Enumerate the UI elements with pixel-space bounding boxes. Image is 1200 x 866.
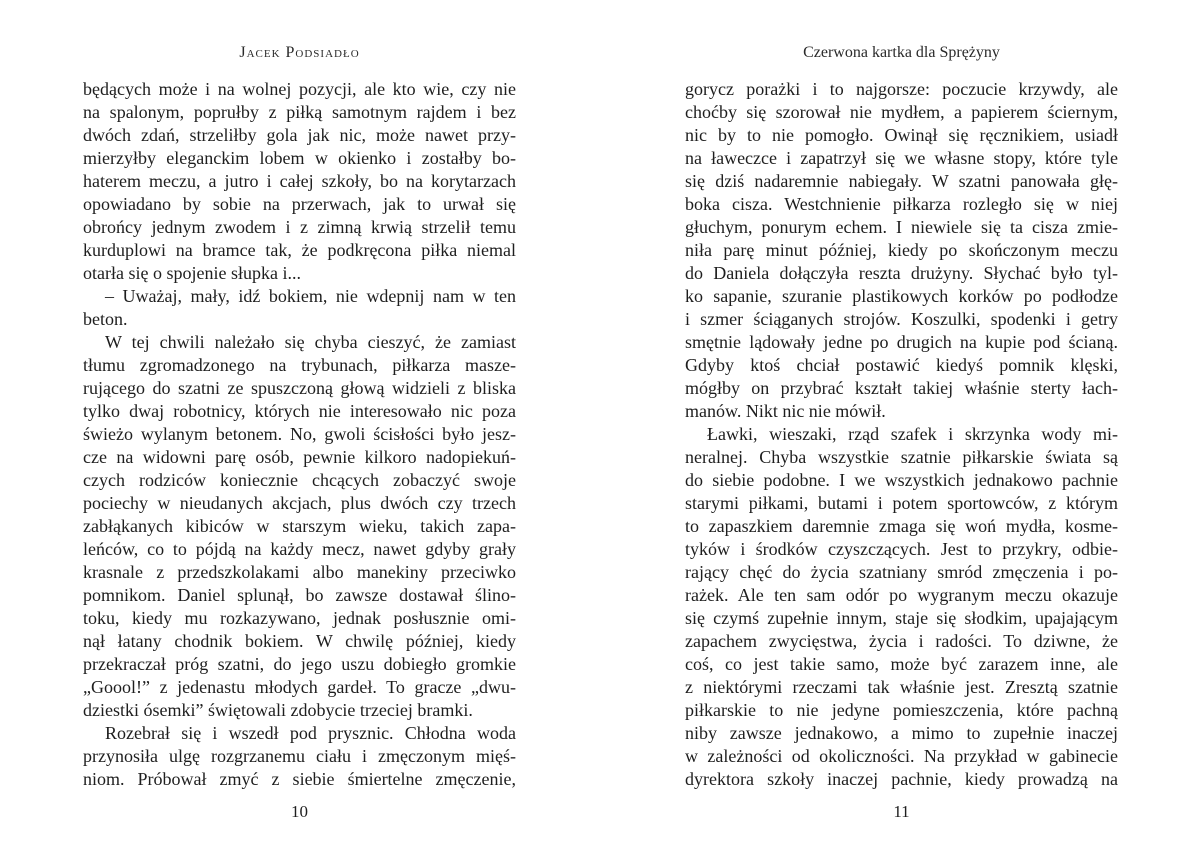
text-line: starymi piłkami, butami i potem sportowców, z którym	[685, 493, 1118, 513]
text-line: ko sapanie, szuranie plastikowych korków po podłodze	[685, 286, 1118, 306]
text-line: coś, co jest takie samo, może być zarazem inne, ale	[685, 654, 1118, 674]
text-line: „Goool!” z jedenastu młodych gardeł. To gracze „dwu-	[83, 677, 516, 697]
text-line: neralnej. Chyba wszystkie szatnie piłkarskie świata są	[685, 447, 1118, 467]
text-line: gorycz porażki i to najgorsze: poczucie krzywdy, ale	[685, 79, 1118, 99]
text-line: dyrektora szkoły inaczej pachnie, kiedy prowadzą na	[685, 769, 1118, 789]
text-line: dziestki ósemki” świętowali zdobycie trzeciej bramki.	[83, 700, 473, 720]
text-line: nic by to nie pomogło. Owinął się ręcznikiem, usiadł	[685, 125, 1118, 145]
text-line: i szmer ściąganych strojów. Koszulki, spodenki i getry	[685, 309, 1118, 329]
text-line: Gdyby ktoś chciał postawić kiedyś pomnik klęski,	[685, 355, 1118, 375]
text-line: głuchym, ponurym echem. I niewiele się ta cisza zmie-	[685, 217, 1118, 237]
text-line: czych rodziców koniecznie chcących zobaczyć swoje	[83, 470, 516, 490]
page-number-right: 11	[893, 802, 910, 821]
text-line: to zapaszkiem daremnie zmaga się woń mydła, kosme-	[685, 516, 1118, 536]
text-column	[685, 78, 1118, 791]
text-line: niby zawsze jednakowo, a mimo to zupełnie inaczej	[685, 723, 1118, 743]
text-column	[83, 78, 516, 791]
text-line: W tej chwili należało się chyba cieszyć, że zamiast	[105, 332, 516, 352]
text-line: beton.	[83, 309, 128, 329]
text-line: Ławki, wieszaki, rząd szafek i skrzynka wody mi-	[707, 424, 1118, 444]
running-header-chapter-title: Czerwona kartka dla Sprężyny	[803, 44, 1000, 61]
text-line: zabłąkanych kibiców w starszym wieku, takich zapa-	[83, 516, 516, 536]
text-line: haterem meczu, a jutro i całej szkoły, bo na korytarzach	[83, 171, 516, 191]
text-line: zapachem zwycięstwa, życia i radości. To dziwne, że	[685, 631, 1118, 651]
text-line: w zależności od okoliczności. Na przykład w gabinecie	[685, 746, 1118, 766]
text-line: otarła się o spojenie słupka i...	[83, 263, 301, 283]
text-line: mógłby on przybrać kształt takiej właśnie sterty łach-	[685, 378, 1118, 398]
text-line: nął łatany chodnik bokiem. W chwilę później, kiedy	[83, 631, 516, 651]
running-header-author: Jacek Podsiadło	[239, 44, 360, 61]
text-line: niła parę minut później, kiedy po skończonym meczu	[685, 240, 1118, 260]
text-line: niom. Próbował zmyć z siebie śmiertelne zmęczenie,	[83, 769, 516, 789]
text-line: Rozebrał się i wszedł pod prysznic. Chłodna woda	[105, 723, 516, 743]
text-line: mierzyłby eleganckim lobem w okienko i zostałby bo-	[83, 148, 516, 168]
text-line: pomnikom. Daniel splunął, bo zawsze dostawał ślino-	[83, 585, 516, 605]
text-line: rującego do szatni ze spuszczoną głową widzieli z bliska	[83, 378, 516, 398]
text-line: na spalonym, poprułby z piłką samotnym rajdem i bez	[83, 102, 516, 122]
text-line: smętnie lądowały jedne po drugich na kupie pod ścianą.	[685, 332, 1118, 352]
text-line: świeżo wylanym betonem. No, gwoli ścisłości było jesz-	[83, 424, 516, 444]
text-line: się dziś nadaremnie nabiegały. W szatni panowała głę-	[685, 171, 1118, 191]
page-number-left: 10	[291, 802, 308, 821]
text-line: przynosiła ulgę rozgrzanemu ciału i zmęczonym mięś-	[83, 746, 516, 766]
text-line: toku, kiedy mu rozkazywano, jednak posłusznie omi-	[83, 608, 516, 628]
text-line: opowiadano by sobie na przerwach, jak to urwał się	[83, 194, 516, 214]
text-line: piłkarskie to nie jedyne pomieszczenia, które pachną	[685, 700, 1118, 720]
text-line: leńców, co to pójdą na każdy mecz, nawet gdyby grały	[83, 539, 516, 559]
text-line: kurduplowi na bramce tak, że podkręcona piłka niemal	[83, 240, 516, 260]
text-line: tylko dwaj robotnicy, których nie interesowało nic poza	[83, 401, 516, 421]
text-line: rażek. Ale ten sam odór po wygranym meczu okazuje	[685, 585, 1118, 605]
text-line: na ławeczce i zapatrzył się we własne stopy, które tyle	[685, 148, 1118, 168]
text-line: obrońcy jednym zwodem i z zimną krwią strzelił temu	[83, 217, 516, 237]
text-line: się czymś zupełnie innym, staje się słodkim, upajającym	[685, 608, 1118, 628]
text-line: dwóch zdań, strzeliłby gola jak nic, może nawet przy-	[83, 125, 516, 145]
text-line: do Daniela dołączyła reszta drużyny. Słychać było tyl-	[685, 263, 1118, 283]
text-line: cze na widowni parę osób, pewnie kilkoro nadopiekuń-	[83, 447, 516, 467]
text-line: tłumu zgromadzonego na trybunach, piłkarza masze-	[83, 355, 516, 375]
text-line: z niektórymi rzeczami tak właśnie jest. Zresztą szatnie	[685, 677, 1118, 697]
text-line: manów. Nikt nic nie mówił.	[685, 401, 886, 421]
text-line: rający chęć do życia szatniany smród zmęczenia i po-	[685, 562, 1118, 582]
text-line: do siebie podobne. I we wszystkich jednakowo pachnie	[685, 470, 1118, 490]
text-line: przekraczał próg szatni, do jego uszu dobiegło gromkie	[83, 654, 516, 674]
text-line: będących może i na wolnej pozycji, ale kto wie, czy nie	[83, 79, 516, 99]
text-line: choćby się szorował nie mydłem, a papierem ściernym,	[685, 102, 1118, 122]
text-line: pociechy w nieudanych akcjach, plus dwóch czy trzech	[83, 493, 516, 513]
page-left	[83, 0, 516, 866]
text-line: krasnale z przedszkolakami albo manekiny przeciwko	[83, 562, 516, 582]
text-line: boka cisza. Westchnienie piłkarza rozległo się w niej	[685, 194, 1118, 214]
text-line: tyków i środków czyszczących. Jest to przykry, odbie-	[685, 539, 1118, 559]
text-line: – Uważaj, mały, idź bokiem, nie wdepnij nam w ten	[105, 286, 516, 306]
page-right	[685, 0, 1118, 866]
